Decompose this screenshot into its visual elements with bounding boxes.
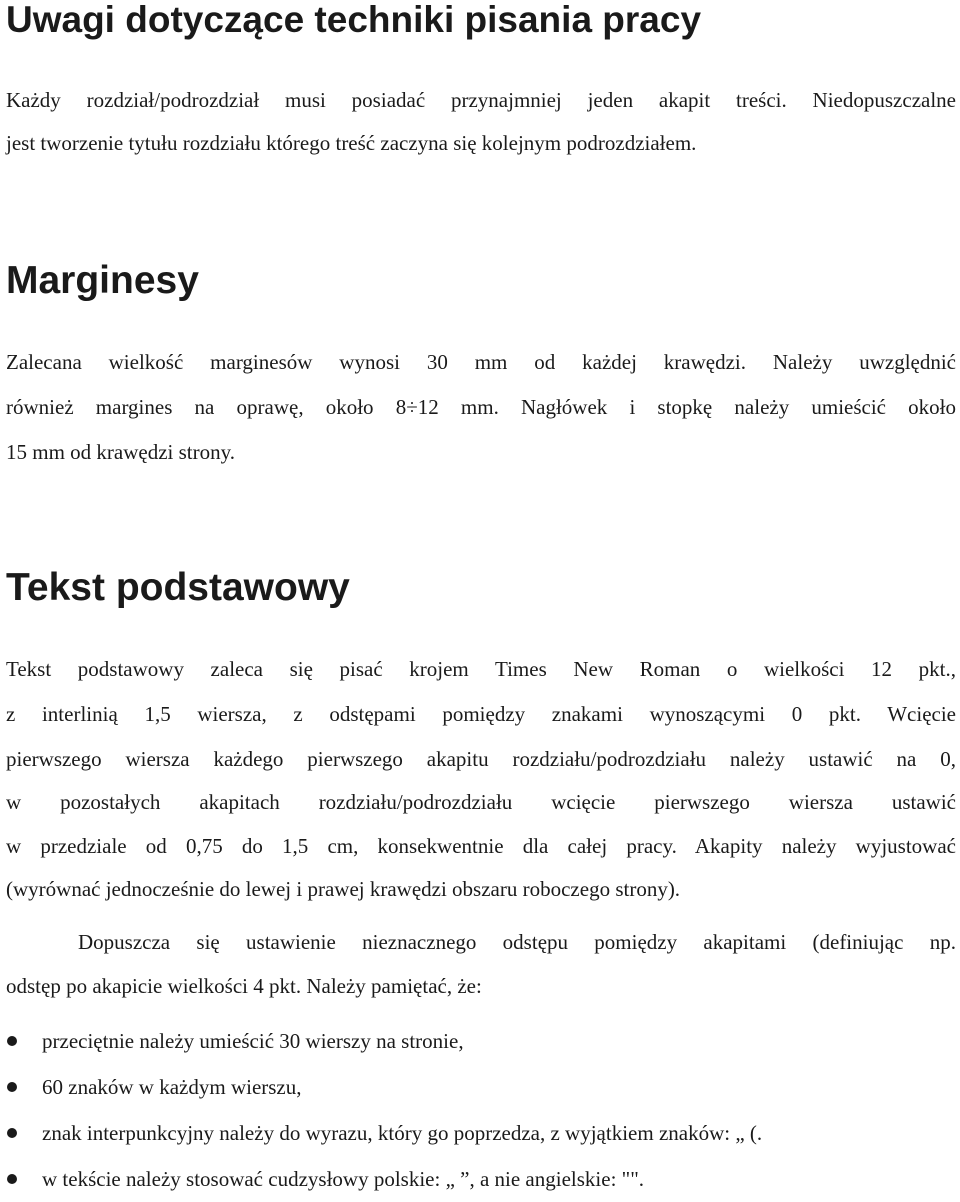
bullet-dot-icon: [7, 1174, 17, 1184]
list-item: [0, 1156, 960, 1202]
intro-line-2: jest tworzenie tytułu rozdziału którego treść zaczyna się kolejnym podrozdziałem.: [6, 131, 697, 155]
body-para1-line-4: w pozostałych akapitach rozdziału/podrozdziału wcięcie pierwszego wiersza ustawić: [6, 790, 956, 814]
bullet-dot-icon: [7, 1036, 17, 1046]
list-item: [0, 1018, 960, 1064]
body-para1-line-6: (wyrównać jednocześnie do lewej i prawej krawędzi obszaru roboczego strony).: [6, 877, 681, 901]
rules-bullet-list: [0, 1018, 960, 1202]
bullet-dot-icon: [7, 1082, 17, 1092]
body-para2-line-1: Dopuszcza się ustawienie nieznacznego odstępu pomiędzy akapitami (definiując np.: [78, 930, 956, 954]
list-item: [0, 1064, 960, 1110]
list-item-text: 60 znaków w każdym wierszu,: [42, 1075, 302, 1099]
margins-line-2: również margines na oprawę, około 8÷12 mm. Nagłówek i stopkę należy umieścić około: [6, 395, 956, 419]
body-para1-line-1: Tekst podstawowy zaleca się pisać krojem Times New Roman o wielkości 12 pkt.,: [6, 657, 956, 681]
list-item: [0, 1110, 960, 1156]
body-para1-line-2: z interlinią 1,5 wiersza, z odstępami pomiędzy znakami wynoszącymi 0 pkt. Wcięcie: [6, 702, 956, 726]
page-title: Uwagi dotyczące techniki pisania pracy: [6, 0, 702, 40]
body-para1-line-5: w przedziale od 0,75 do 1,5 cm, konsekwentnie dla całej pracy. Akapity należy wyjustować: [6, 834, 956, 858]
intro-line-1: Każdy rozdział/podrozdział musi posiadać przynajmniej jeden akapit treści. Niedopuszczalne: [6, 88, 956, 112]
section-heading-margins: Marginesy: [6, 259, 199, 302]
bullet-dot-icon: [7, 1128, 17, 1138]
body-para2-line-2: odstęp po akapicie wielkości 4 pkt. Należy pamiętać, że:: [6, 974, 482, 998]
list-item-text: znak interpunkcyjny należy do wyrazu, który go poprzedza, z wyjątkiem znaków: „ (.: [42, 1121, 763, 1145]
margins-line-1: Zalecana wielkość marginesów wynosi 30 mm od każdej krawędzi. Należy uwzględnić: [6, 350, 956, 374]
list-item-text: w tekście należy stosować cudzysłowy polskie: „ ”, a nie angielskie: "".: [42, 1167, 645, 1191]
body-para1-line-3: pierwszego wiersza każdego pierwszego akapitu rozdziału/podrozdziału należy ustawić na 0,: [6, 747, 956, 771]
list-item-text: przeciętnie należy umieścić 30 wierszy na stronie,: [42, 1029, 464, 1053]
margins-line-3: 15 mm od krawędzi strony.: [6, 440, 236, 464]
section-heading-body-text: Tekst podstawowy: [6, 566, 350, 609]
